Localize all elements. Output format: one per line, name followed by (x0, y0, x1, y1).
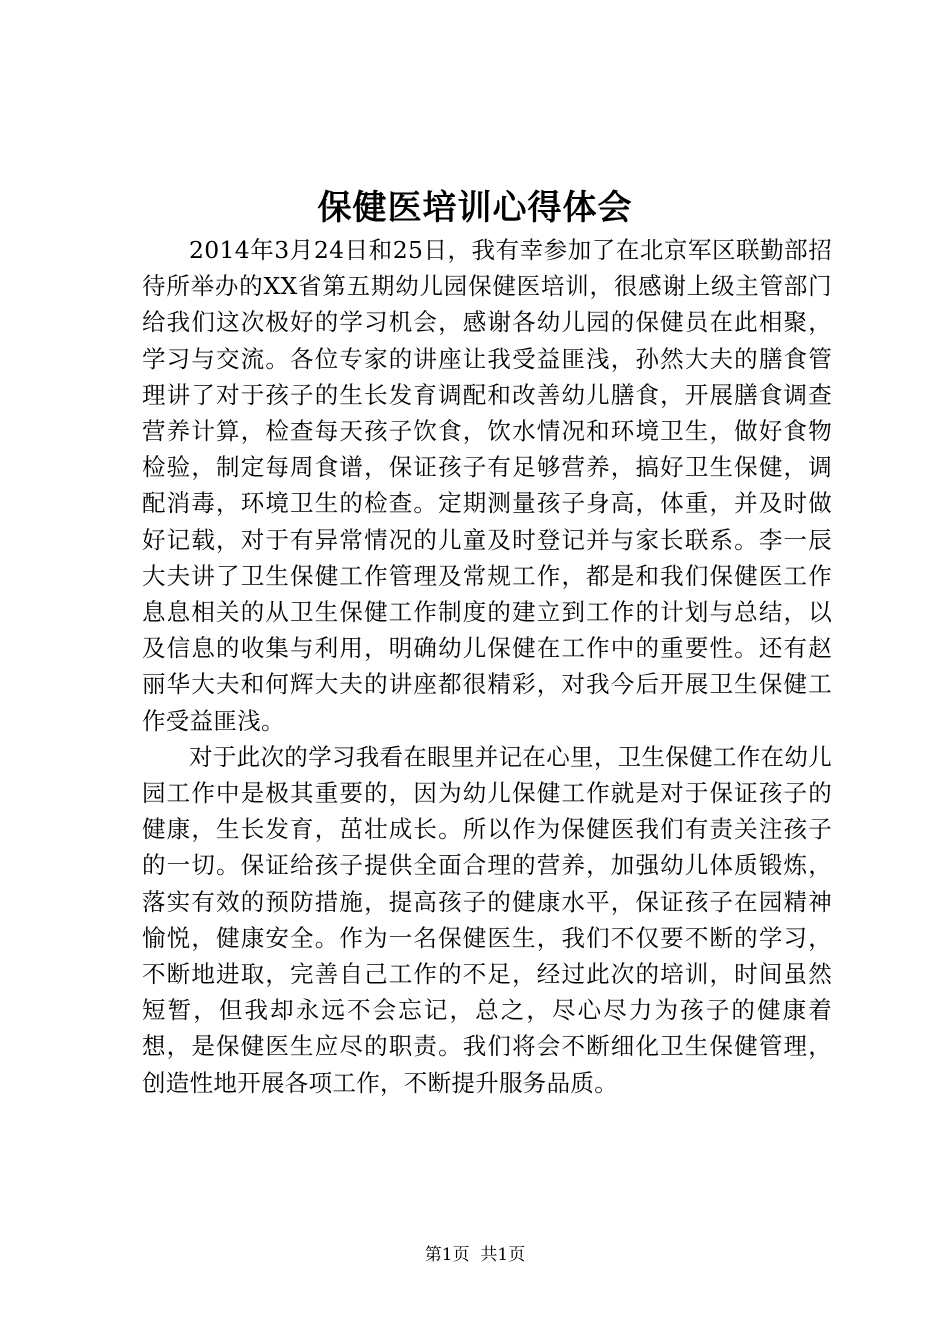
page-number-footer: 第1页 共1页 (424, 1245, 526, 1265)
document-body (142, 232, 832, 1101)
body-paragraph: 2014年3月24日和25日，我有幸参加了在北京军区联勤部招待所举办的XX省第五期幼儿园保健医培训，很感谢上级主管部门给我们这次极好的学习机会，感谢各幼儿园的保健员在此相聚，学习与交流。各位专家的讲座让我受益匪浅，孙然大夫的膳食管理讲了对于孩子的生长发育调配和改善幼儿膳食，开展膳食调查营养计算，检查每天孩子饮食，饮水情况和环境卫生，做好食物检验，制定每周食谱，保证孩子有足够营养，搞好卫生保健，调配消毒，环境卫生的检查。定期测量孩子身高，体重，并及时做好记载，对于有异常情况的儿童及时登记并与家长联系。李一辰大夫讲了卫生保健工作管理及常规工作，都是和我们保健医工作息息相关的从卫生保健工作制度的建立到工作的计划与总结，以及信息的收集与利用，明确幼儿保健在工作中的重要性。还有赵丽华大夫和何辉大夫的讲座都很精彩，对我今后开展卫生保健工作受益匪浅。 (142, 236, 832, 735)
document-title: 保健医培训心得体会 (317, 188, 633, 228)
body-paragraph: 对于此次的学习我看在眼里并记在心里，卫生保健工作在幼儿园工作中是极其重要的，因为幼儿保健工作就是对于保证孩子的健康，生长发育，茁壮成长。所以作为保健医我们有责关注孩子的一切。保证给孩子提供全面合理的营养，加强幼儿体质锻炼，落实有效的预防措施，提高孩子的健康水平，保证孩子在园精神愉悦，健康安全。作为一名保健医生，我们不仅要不断的学习，不断地进取，完善自己工作的不足，经过此次的培训，时间虽然短暂，但我却永远不会忘记，总之，尽心尽力为孩子的健康着想，是保健医生应尽的职责。我们将会不断细化卫生保健管理，创造性地开展各项工作，不断提升服务品质。 (142, 742, 832, 1097)
